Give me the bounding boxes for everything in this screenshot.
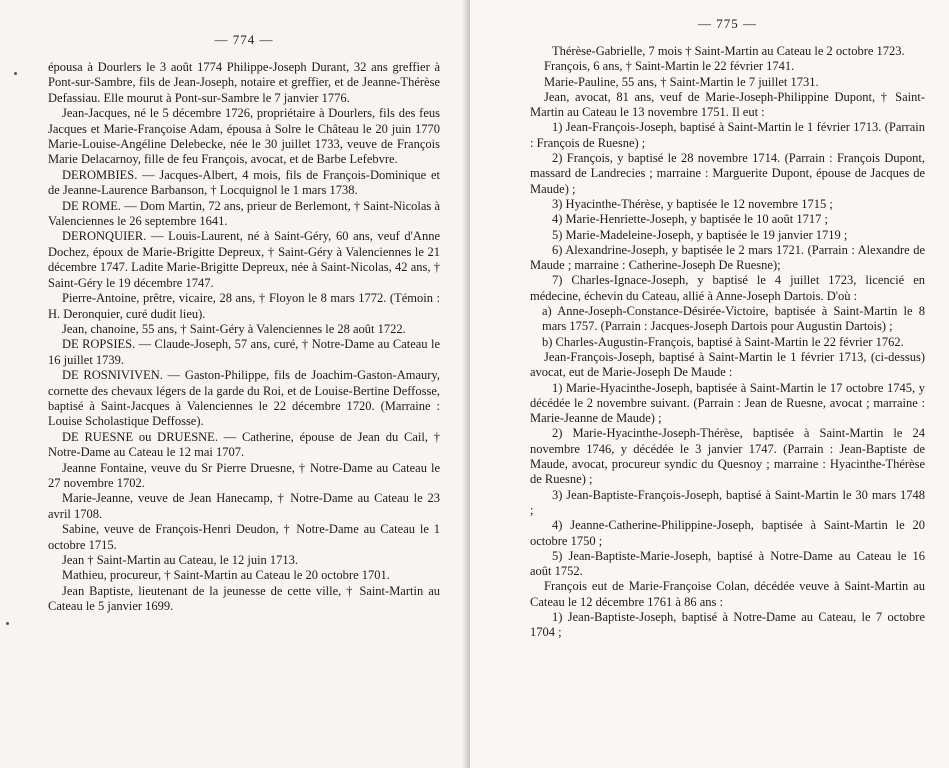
paragraph: 1) Jean-François-Joseph, baptisé à Saint-Martin le 1 février 1713. (Parrain : François de Ruesne) ; [530,120,925,150]
margin-dot [6,622,9,625]
paragraph: Jean Baptiste, lieutenant de la jeunesse de cette ville, † Saint-Martin au Cateau le 5 janvier 1699. [48,583,440,614]
margin-dot [14,72,17,75]
paragraph: Jean-Jacques, né le 5 décembre 1726, propriétaire à Dourlers, fils des feus Jacques et Marie-Françoise Adam, épousa à Solre le Château le 20 juin 1770 Marie-Louise-Angéline Delebecke, née le 30 juillet 1733, veuve de François Marie Delacarnoy, fille de feu François, avocat, et de Barbe Lefebvre. [48,106,440,167]
paragraph: Thérèse-Gabrielle, 7 mois † Saint-Martin au Cateau le 2 octobre 1723. [552,44,905,58]
paragraph: François eut de Marie-Françoise Colan, décédée veuve à Saint-Martin au Cateau le 12 décembre 1761 à 86 ans : [530,579,925,609]
paragraph: Jean, avocat, 81 ans, veuf de Marie-Joseph-Philippine Dupont, † Saint-Martin au Cateau le 13 novembre 1751. Il eut : [530,89,925,120]
paragraph: DEROMBIES. — Jacques-Albert, 4 mois, fils de François-Dominique et de Jeanne-Laurence Barbanson, † Locquignol le 1 mars 1738. [48,167,440,198]
left-page [0,0,470,768]
paragraph: Jeanne Fontaine, veuve du Sr Pierre Druesne, † Notre-Dame au Cateau le 27 novembre 1702. [48,460,440,490]
paragraph: DE ROPSIES. — Claude-Joseph, 57 ans, curé, † Notre-Dame au Cateau le 16 juillet 1739. [48,337,440,367]
paragraph: 4) Marie-Henriette-Joseph, y baptisée le 10 août 1717 ; [552,212,828,227]
paragraph: 2) François, y baptisé le 28 novembre 1714. (Parrain : François Dupont, massard de Landrecies ; marraine : Marguerite Dupont, épouse de Jacques de Maude) ; [530,151,925,196]
paragraph: Marie-Pauline, 55 ans, † Saint-Martin le 7 juillet 1731. [544,74,819,89]
right-page [470,0,949,768]
paragraph: 2) Marie-Hyacinthe-Joseph-Thérèse, baptisée à Saint-Martin le 24 novembre 1746, y décédée le 3 janvier 1747. (Parrain : Jean-Baptiste de Maude, avocat, procureur syndic du Quesnoy ; marraine : Hyacinthe-Thérèse de Ruesne) ; [530,426,925,487]
paragraph: Jean † Saint-Martin au Cateau, le 12 juin 1713. [62,553,299,567]
paragraph: 1) Jean-Baptiste-Joseph, baptisé à Notre-Dame au Cateau, le 7 octobre 1704 ; [530,609,925,640]
paragraph: Pierre-Antoine, prêtre, vicaire, 28 ans, † Floyon le 8 mars 1772. (Témoin : H. Deronquier, curé dudit lieu). [48,291,440,321]
paragraph: DERONQUIER. — Louis-Laurent, né à Saint-Géry, 60 ans, veuf d'Anne Dochez, époux de Marie-Brigitte Depreux, † Saint-Géry à Valenciennes le 21 décembre 1747. Ladite Marie-Brigitte Depreux, née à Saint-Nicolas, 42 ans, † Saint-Géry le 19 décembre 1747. [48,229,440,290]
paragraph: Mathieu, procureur, † Saint-Martin au Cateau le 20 octobre 1701. [62,568,390,583]
paragraph: 1) Marie-Hyacinthe-Joseph, baptisée à Saint-Martin le 17 octobre 1745, y décédée le 2 novembre suivant. (Parrain : Jean de Ruesne, avocat ; marraine : Marie-Jeanne de Maude) ; [530,380,925,426]
paragraph: Jean, chanoine, 55 ans, † Saint-Géry à Valenciennes le 28 août 1722. [62,321,406,336]
paragraph: 3) Jean-Baptiste-François-Joseph, baptisé à Saint-Martin le 30 mars 1748 ; [530,487,925,517]
paragraph: b) Charles-Augustin-François, baptisé à Saint-Martin le 22 février 1762. [542,334,904,349]
paragraph: épousa à Dourlers le 3 août 1774 Philippe-Joseph Durant, 32 ans greffier à Pont-sur-Sambre, fils de Jean-Joseph, notaire et greffier, et de Jeanne-Thérèse Defassiau. Elle mourut à Pont-sur-Sambre le 7 janvier 1776. [48,60,440,105]
paragraph: 3) Hyacinthe-Thérèse, y baptisée le 12 novembre 1715 ; [552,196,833,211]
page-text [530,44,925,641]
page-text [48,60,440,615]
paragraph: François, 6 ans, † Saint-Martin le 22 février 1741. [544,59,795,74]
paragraph: Sabine, veuve de François-Henri Deudon, † Notre-Dame au Cateau le 1 octobre 1715. [48,522,440,552]
paragraph: Marie-Jeanne, veuve de Jean Hanecamp, † Notre-Dame au Cateau le 23 avril 1708. [48,491,440,521]
paragraph: 5) Jean-Baptiste-Marie-Joseph, baptisé à Notre-Dame au Cateau le 16 août 1752. [530,548,925,579]
paragraph: Jean-François-Joseph, baptisé à Saint-Martin le 1 février 1713, (ci-dessus) avocat, eut de Marie-Joseph De Maude : [530,349,925,380]
paragraph: 4) Jeanne-Catherine-Philippine-Joseph, baptisée à Saint-Martin le 20 octobre 1750 ; [530,518,925,548]
paragraph: DE ROSNIVIVEN. — Gaston-Philippe, fils de Joachim-Gaston-Amaury, cornette des chevaux légers de la garde du Roi, et de Louise-Bertine Deffosse, baptisé à Saint-Jacques à Valenciennes le 22 décembre 1720. (Marraine : Louise Scholastique Deffosse). [48,368,440,429]
page-number: — 775 — [698,16,757,31]
paragraph: 7) Charles-Ignace-Joseph, y baptisé le 4 juillet 1723, licencié en médecine, échevin du Cateau, allié à Anne-Joseph Dartois. D'où : [530,273,925,303]
paragraph: DE RUESNE ou DRUESNE. — Catherine, épouse de Jean du Cail, † Notre-Dame au Cateau le 12 mai 1707. [48,429,440,460]
paragraph: a) Anne-Joseph-Constance-Désirée-Victoire, baptisée à Saint-Martin le 8 mars 1757. (Parrain : Jacques-Joseph Dartois pour Augustin Dartois) ; [542,304,925,334]
paragraph: DE ROME. — Dom Martin, 72 ans, prieur de Berlemont, † Saint-Nicolas à Valenciennes le 26 septembre 1641. [48,198,440,229]
paragraph: 6) Alexandrine-Joseph, y baptisée le 2 mars 1721. (Parrain : Alexandre de Maude ; marraine : Catherine-Joseph De Ruesne); [530,242,925,273]
paragraph: 5) Marie-Madeleine-Joseph, y baptisée le 19 janvier 1719 ; [552,227,848,242]
page-number: — 774 — [214,32,274,47]
